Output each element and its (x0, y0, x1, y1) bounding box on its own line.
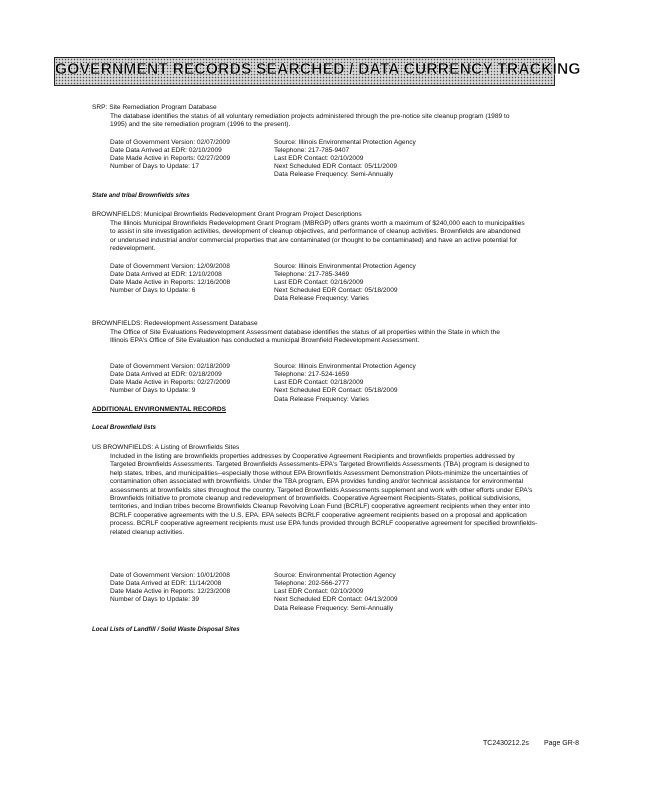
mbrgp-right-5: Data Release Frequency: Varies (274, 295, 369, 302)
us-left-2: Date Data Arrived at EDR: 11/14/2008 (110, 580, 222, 587)
us-left-4: Number of Days to Update: 39 (110, 596, 200, 603)
rad-left-4: Number of Days to Update: 9 (110, 387, 196, 394)
srp-right-5: Data Release Frequency: Semi-Annually (274, 171, 394, 178)
rad-left-1: Date of Government Version: 02/18/2009 (110, 363, 230, 370)
us-right-3: Last EDR Contact: 02/10/2009 (274, 588, 364, 595)
us-left-1: Date of Government Version: 10/01/2008 (110, 572, 230, 579)
additional-heading: ADDITIONAL ENVIRONMENTAL RECORDS (92, 406, 227, 413)
rad-right-2: Telephone: 217-524-1659 (274, 371, 350, 378)
srp-description: The database identifies the status of all voluntary remediation projects administered through the pre-notice site cleanup program (1989 to 1995) and the site remediation program (1996 to the present). (110, 113, 510, 129)
us-right-5: Data Release Frequency: Semi-Annually (274, 605, 394, 612)
mbrgp-left-1: Date of Government Version: 12/09/2008 (110, 263, 230, 270)
mbrgp-right-3: Last EDR Contact: 02/16/2009 (274, 279, 364, 286)
us-brownfields-heading: US BROWNFIELDS: A Listing of Brownfields Sites (92, 444, 240, 451)
mbrgp-description: The Illinois Municipal Brownfields Redevelopment Grant Program (MBRGP) offers grants worth a maximum of $240,000 each to municipalities to assist in site investigation activities, development of cleanup objectives, and performance of cleanup activities. Brownfields are abandoned or underused industrial and/or commercial properties that are contaminated (or thought to be contaminated) and have an active potential for redevelopment. (110, 220, 525, 253)
header-banner (54, 57, 581, 86)
us-right-4: Next Scheduled EDR Contact: 04/13/2009 (274, 596, 398, 603)
mbrgp-right-1: Source: Illinois Environmental Protection Agency (274, 263, 416, 270)
srp-right-2: Telephone: 217-785-9407 (274, 147, 350, 154)
mbrgp-right-4: Next Scheduled EDR Contact: 05/18/2009 (274, 287, 398, 294)
local-brownfield-heading: Local Brownfield lists (92, 424, 156, 431)
srp-heading: SRP: Site Remediation Program Database (92, 104, 217, 111)
mbrgp-left-3: Date Made Active in Reports: 12/16/2008 (110, 279, 231, 286)
mbrgp-left-2: Date Data Arrived at EDR: 12/10/2008 (110, 271, 222, 278)
srp-right-4: Next Scheduled EDR Contact: 05/11/2009 (274, 163, 398, 170)
rad-description: The Office of Site Evaluations Redevelopment Assessment database identifies the status of all properties within the State in which the Illinois EPA's Office of Site Evaluation has conducted a municipal Brownfield Redevelopment Assessment. (110, 329, 500, 345)
rad-left-3: Date Made Active in Reports: 02/27/2009 (110, 379, 231, 386)
mbrgp-right-2: Telephone: 217-785-3469 (274, 271, 350, 278)
us-brownfields-description: Included in the listing are brownfields properties addresses by Cooperative Agreement Recipients and brownfields properties addressed by Targeted Brownfields Assessments. Targeted Brownfields Assessments-EPA's Targeted Brownfields Assessments (TBA) program is designed to help states, tribes, and municipalities--especially those without EPA Brownfields Assessment Demonstration Pilots-minimize the uncertainties of contamination often associated with brownfields. Under the TBA program, EPA provides funding and/or technical assistance for environmental assessments at brownfields sites throughout the country. Targeted Brownfields Assessments supplement and work with other efforts under EPA's Brownfields Initiative to promote cleanup and redevelopment of brownfields. Cooperative Agreement Recipients-States, political subdivisions, territories, and Indian tribes become Brownfields Cleanup Revolving Loan Fund (BCRLF) cooperative agreement recipients when they enter into BCRLF cooperative agreements with the U.S. EPA. EPA selects BCRLF cooperative agreement recipients based on a proposal and application process. BCRLF cooperative agreement recipients must use EPA funds provided through BCRLF cooperative agreement for specified brownfields-related cleanup activities. (110, 453, 538, 536)
rad-right-1: Source: Illinois Environmental Protection Agency (274, 363, 416, 370)
srp-right-3: Last EDR Contact: 02/10/2009 (274, 155, 364, 162)
srp-left-3: Date Made Active in Reports: 02/27/2009 (110, 155, 231, 162)
footer-doc-id: TC2430212.2s (483, 740, 529, 747)
rad-right-5: Data Release Frequency: Varies (274, 396, 369, 403)
page-title: GOVERNMENT RECORDS SEARCHED / DATA CURRENCY TRACKING (55, 61, 581, 78)
rad-left-2: Date Data Arrived at EDR: 02/18/2009 (110, 371, 222, 378)
landfill-heading: Local Lists of Landfill / Solid Waste Disposal Sites (92, 626, 240, 633)
rad-right-4: Next Scheduled EDR Contact: 05/18/2009 (274, 387, 398, 394)
rad-heading: BROWNFIELDS: Redevelopment Assessment Database (92, 320, 258, 327)
us-left-3: Date Made Active in Reports: 12/23/2008 (110, 588, 231, 595)
srp-right-1: Source: Illinois Environmental Protection Agency (274, 139, 416, 146)
mbrgp-left-4: Number of Days to Update: 6 (110, 287, 196, 294)
footer-page-number: Page GR-8 (544, 740, 580, 747)
us-right-1: Source: Environmental Protection Agency (274, 572, 396, 579)
srp-left-1: Date of Government Version: 02/07/2009 (110, 139, 230, 146)
srp-left-2: Date Data Arrived at EDR: 02/10/2009 (110, 147, 222, 154)
srp-left-4: Number of Days to Update: 17 (110, 163, 200, 170)
state-tribal-heading: State and tribal Brownfields sites (92, 192, 190, 199)
mbrgp-heading: BROWNFIELDS: Municipal Brownfields Redevelopment Grant Program Project Descriptions (92, 211, 362, 218)
rad-right-3: Last EDR Contact: 02/18/2009 (274, 379, 364, 386)
us-right-2: Telephone: 202-566-2777 (274, 580, 350, 587)
